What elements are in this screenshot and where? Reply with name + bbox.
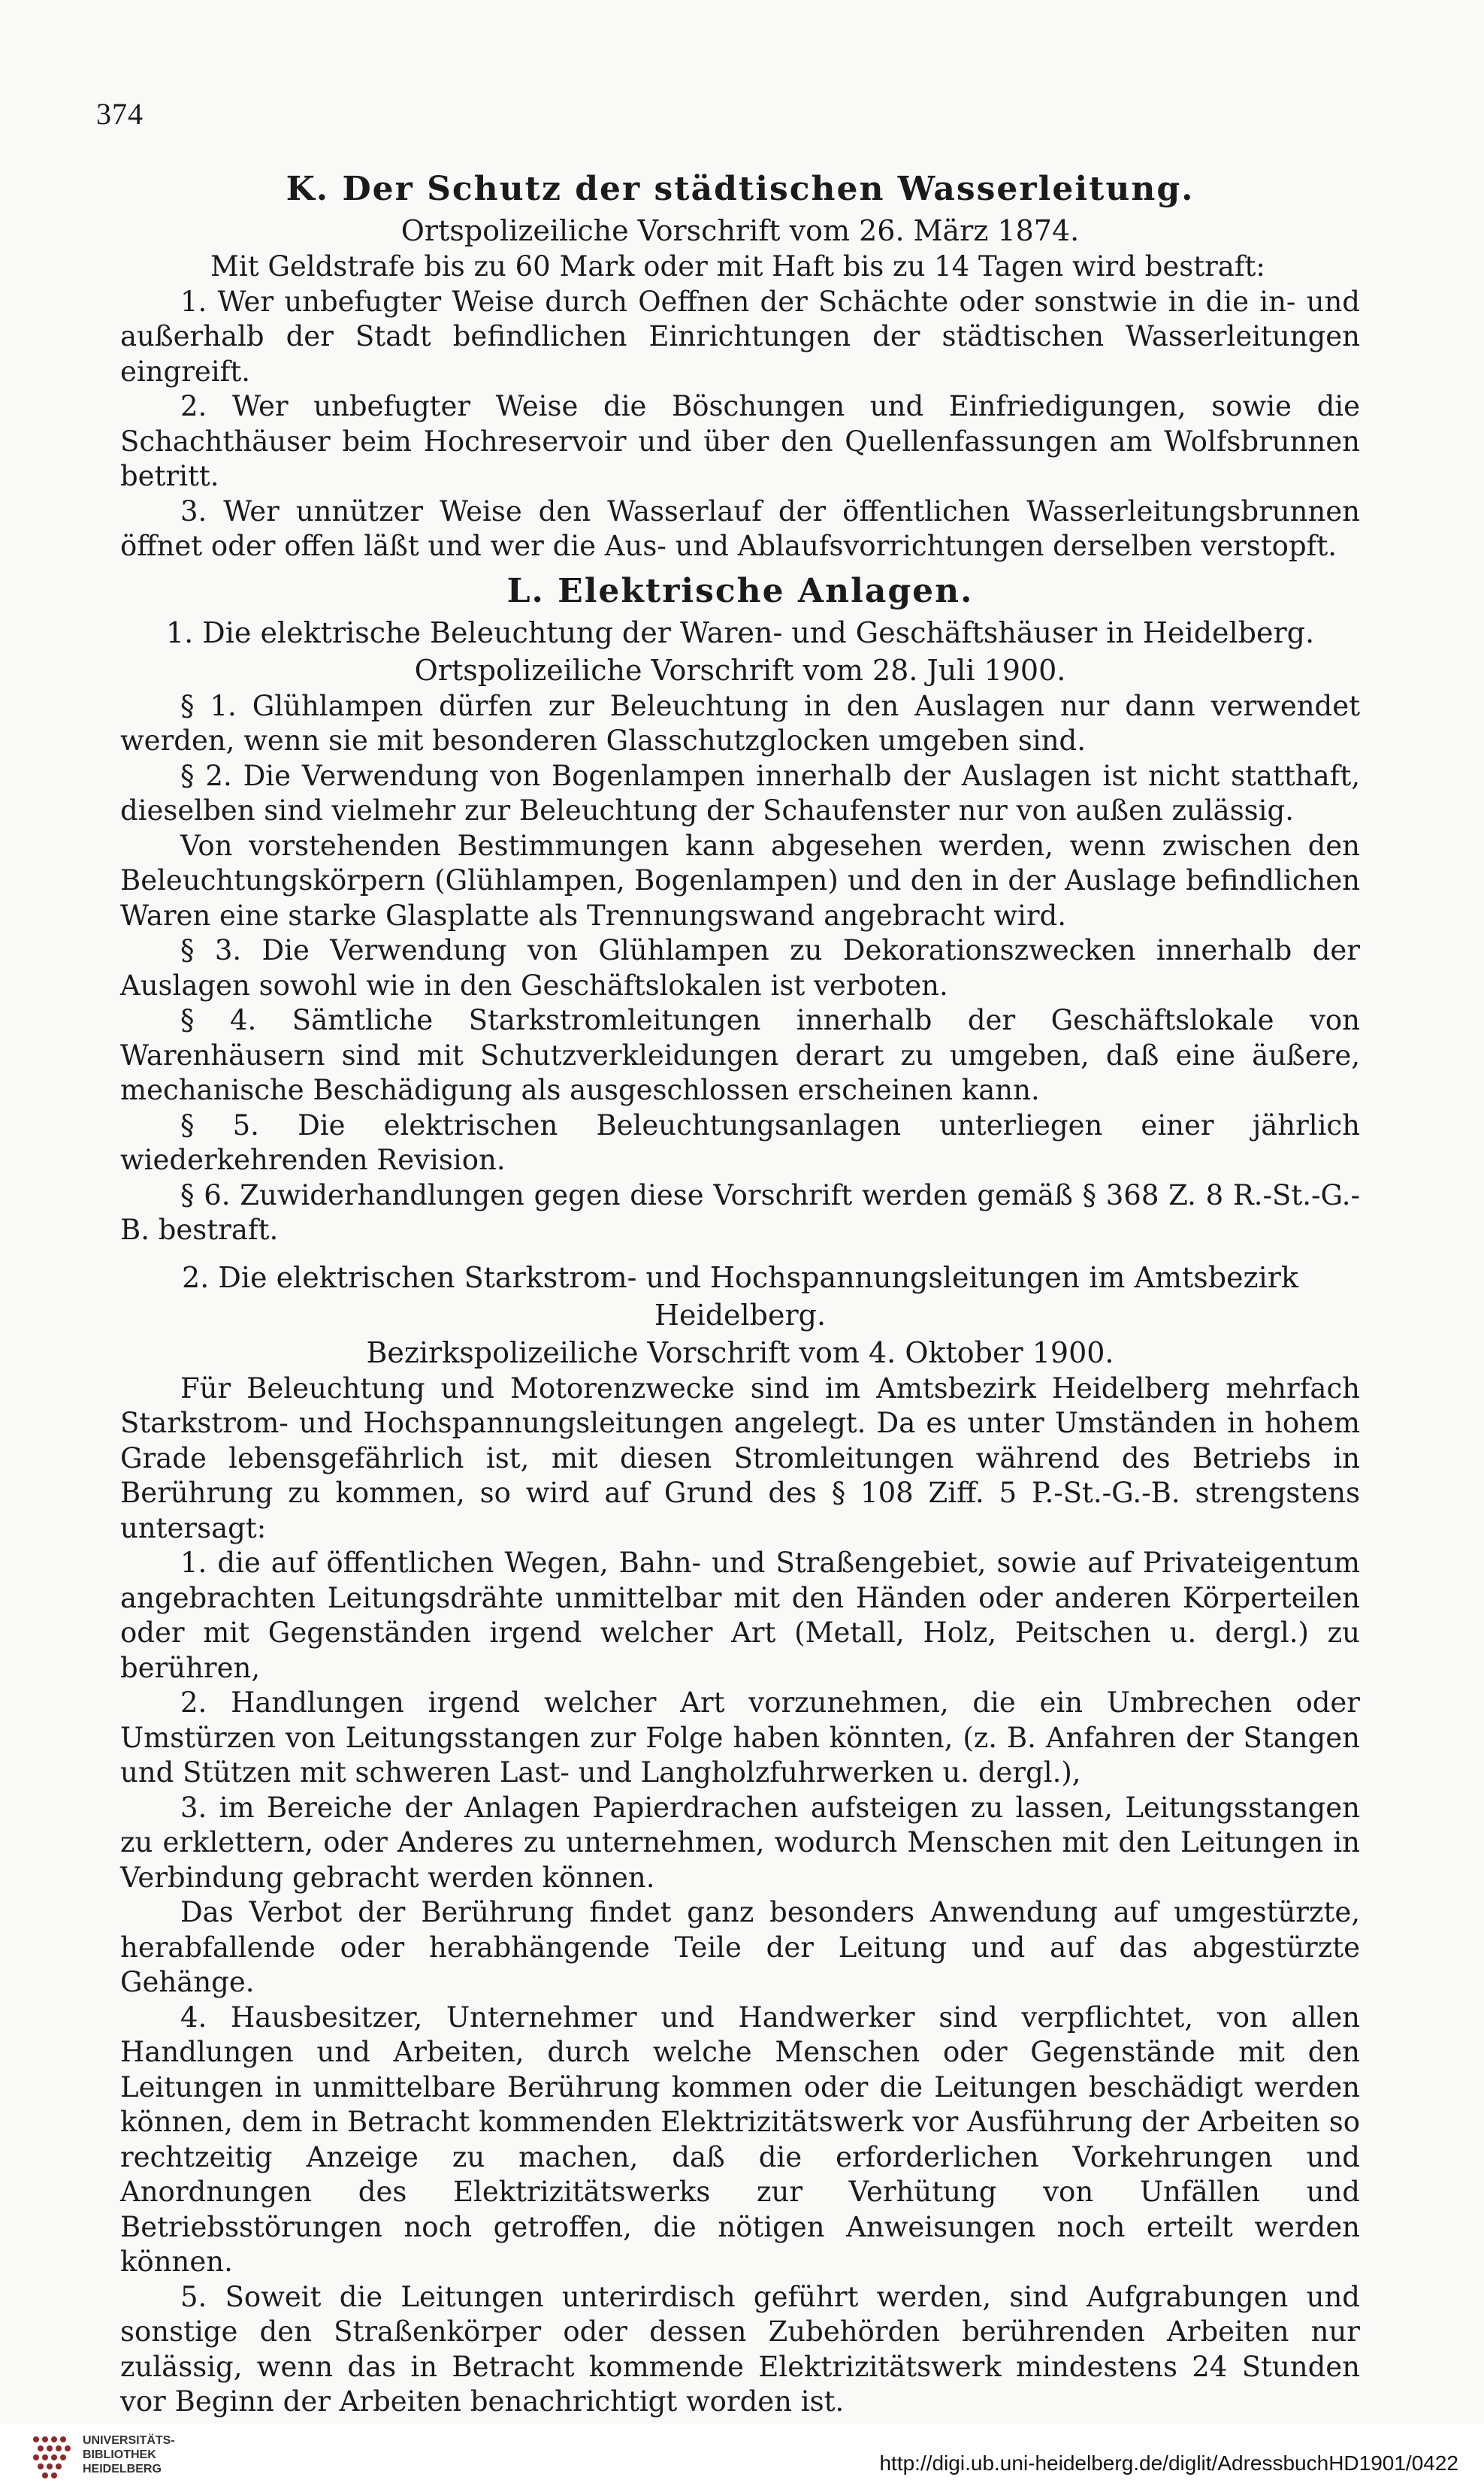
section-k-item-1: 1. Wer unbefugter Weise durch Oeffnen der Schächte oder sonstwie in die in- und außerhalb der Stadt befindlichen Einrichtungen der städtischen Wasserleitungen eingreift. <box>120 285 1360 388</box>
section-l2-item-2: 2. Handlungen irgend welcher Art vorzunehmen, die ein Umbrechen oder Umstürzen von Leitungsstangen zur Folge haben könnten, (z. B. Anfahren der Stangen und Stützen mit schweren Last- und Langholzfuhrwerken u. dergl.), <box>120 1686 1360 1789</box>
section-l2-title: 2. Die elektrischen Starkstrom- und Hochspannungsleitungen im Amtsbezirk Heidelberg. <box>182 1260 1298 1332</box>
section-k-subtitle: Ortspolizeiliche Vorschrift vom 26. März 1874. <box>400 214 1080 247</box>
section-l2-item-5: 5. Soweit die Leitungen unterirdisch geführt werden, sind Aufgrabungen und sonstige den Straßenkörper oder dessen Zubehörden berührenden Arbeiten nur zulässig, wenn das in Betracht kommende Elektrizitätswerk mindestens 24 Stunden vor Beginn der Arbeiten benachrichtigt worden ist. <box>120 2280 1360 2418</box>
section-l1-para-1: § 1. Glühlampen dürfen zur Beleuchtung in den Auslagen nur dann verwendet werden, wenn sie mit besonderen Glasschutzglocken umgeben sind. <box>120 689 1360 757</box>
section-k-heading: K. Der Schutz der städtischen Wasserleitung. <box>286 170 1195 208</box>
section-l2-intro: Für Beleuchtung und Motorenzwecke sind im Amtsbezirk Heidelberg mehrfach Starkstrom- und Hochspannungsleitungen angelegt. Da es unter Umständen in hohem Grade lebensgefährlich ist, mit diesen Stromleitungen während des Betriebs in Berührung zu kommen, so wird auf Grund des § 108 Ziff. 5 P.-St.-G.-B. strengstens untersagt: <box>120 1372 1360 1544</box>
section-l1-para-3: Von vorstehenden Bestimmungen kann abgesehen werden, wenn zwischen den Beleuchtungskörpern (Glühlampen, Bogenlampen) und den in der Auslage befindlichen Waren eine starke Glasplatte als Trennungswand angebracht wird. <box>120 829 1360 932</box>
library-logo-text <box>83 2433 175 2476</box>
library-logo-icon <box>30 2433 74 2480</box>
section-l2-item-3: 3. im Bereiche der Anlagen Papierdrachen aufsteigen zu lassen, Leitungsstangen zu erklettern, oder Anderes zu unternehmen, wodurch Menschen mit den Leitungen in Verbindung gebracht werden können. <box>120 1791 1360 1894</box>
section-l2-item-1: 1. die auf öffentlichen Wegen, Bahn- und Straßengebiet, sowie auf Privateigentum angebrachten Leitungsdrähte unmittelbar mit den Händen oder anderen Körperteilen oder mit Gegenständen irgend welcher Art (Metall, Holz, Peitschen u. dergl.) zu berühren, <box>120 1547 1360 1684</box>
section-l1-subtitle: Ortspolizeiliche Vorschrift vom 28. Juli 1900. <box>414 653 1066 687</box>
page-content <box>120 167 1360 2420</box>
section-l1-para-7: § 6. Zuwiderhandlungen gegen diese Vorschrift werden gemäß § 368 Z. 8 R.-St.-G.-B. bestraft. <box>120 1178 1360 1246</box>
page-number: 374 <box>96 97 144 131</box>
section-l1-para-6: § 5. Die elektrischen Beleuchtungsanlagen unterliegen einer jährlich wiederkehrenden Revision. <box>120 1108 1360 1176</box>
logo-line-2: BIBLIOTHEK <box>83 2448 156 2461</box>
section-l1-para-5: § 4. Sämtliche Starkstromleitungen innerhalb der Geschäftslokale von Warenhäusern sind mit Schutzverkleidungen derart zu umgeben, daß eine äußere, mechanische Beschädigung als ausgeschlossen erscheinen kann. <box>120 1004 1360 1106</box>
section-l1-para-2: § 2. Die Verwendung von Bogenlampen innerhalb der Auslagen ist nicht statthaft, dieselben sind vielmehr zur Beleuchtung der Schaufenster nur von außen zulässig. <box>120 759 1360 827</box>
section-l2-subtitle: Bezirkspolizeiliche Vorschrift vom 4. Oktober 1900. <box>366 1335 1114 1369</box>
section-l1-title: 1. Die elektrische Beleuchtung der Waren- und Geschäftshäuser in Heidelberg. <box>165 615 1315 649</box>
section-l2-item-3b: Das Verbot der Berührung findet ganz besonders Anwendung auf umgestürzte, herabfallende oder herabhängende Teile der Leitung und auf das abgestürzte Gehänge. <box>120 1896 1360 1998</box>
section-l2-item-4: 4. Hausbesitzer, Unternehmer und Handwerker sind verpflichtet, von allen Handlungen und Arbeiten, durch welche Menschen oder Gegenstände mit den Leitungen in unmittelbare Berührung kommen oder die Leitungen beschädigt werden können, dem in Betracht kommenden Elektrizitätswerk vor Ausführung der Arbeiten so rechtzeitig Anzeige zu machen, daß die erforderlichen Vorkehrungen und Anordnungen des Elektrizitätswerks zur Verhütung von Unfällen und Betriebsstörungen noch getroffen, die nötigen Anweisungen noch erteilt werden können. <box>120 2001 1360 2278</box>
section-k-item-2: 2. Wer unbefugter Weise die Böschungen und Einfriedigungen, sowie die Schachthäuser beim Hochreservoir und über den Quellenfassungen am Wolfsbrunnen betritt. <box>120 390 1360 492</box>
section-l-heading: L. Elektrische Anlagen. <box>506 571 974 610</box>
logo-line-1: UNIVERSITÄTS- <box>83 2434 175 2447</box>
section-k-item-3: 3. Wer unnützer Weise den Wasserlauf der öffentlichen Wasserleitungsbrunnen öffnet oder offen läßt und wer die Aus- und Ablaufsvorrichtungen derselben verstopft. <box>120 494 1360 562</box>
section-l1-para-4: § 3. Die Verwendung von Glühlampen zu Dekorationszwecken innerhalb der Auslagen sowohl wie in den Geschäftslokalen ist verboten. <box>120 934 1360 1002</box>
section-k-intro: Mit Geldstrafe bis zu 60 Mark oder mit Haft bis zu 14 Tagen wird bestraft: <box>210 250 1265 283</box>
logo-line-3: HEIDELBERG <box>83 2463 162 2475</box>
source-url-link[interactable]: http://digi.ub.uni-heidelberg.de/diglit/AdressbuchHD1901/0422 <box>879 2451 1458 2475</box>
